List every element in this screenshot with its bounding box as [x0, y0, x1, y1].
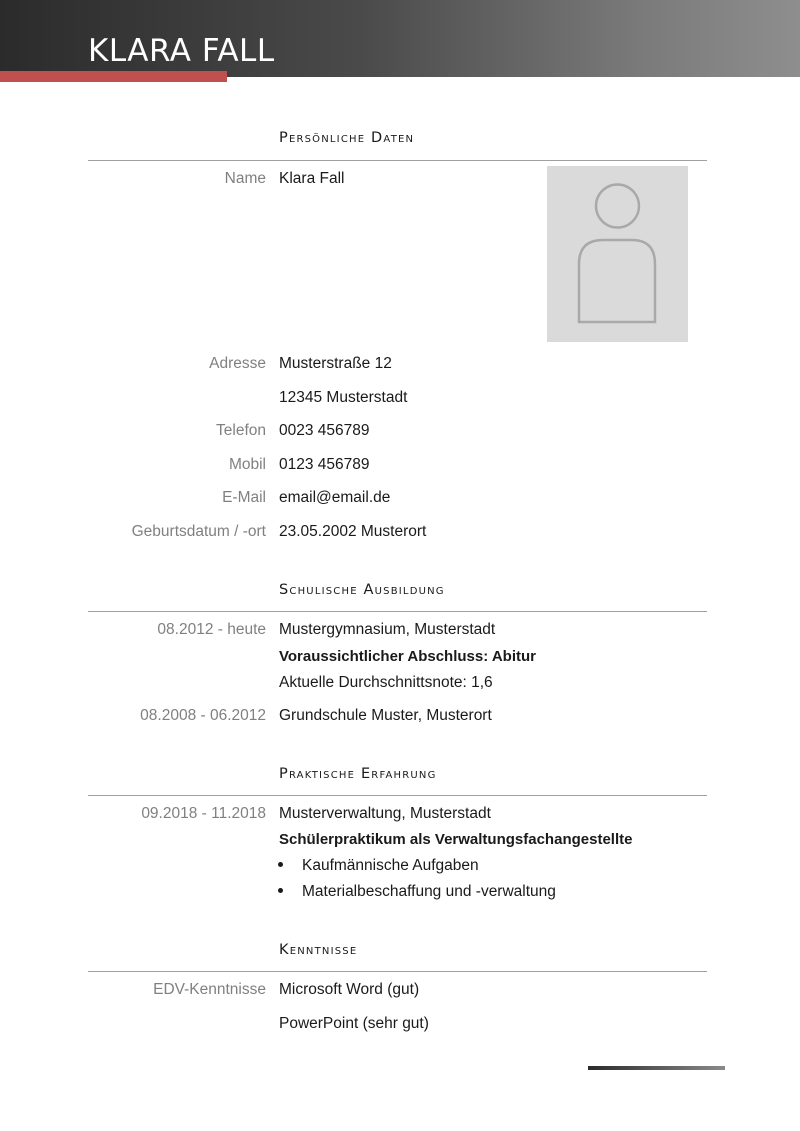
address-line-2: 12345 Musterstadt: [279, 389, 408, 406]
email-value: email@email.de: [279, 489, 391, 506]
school-grade: Aktuelle Durchschnittsnote: 1,6: [279, 674, 493, 691]
skill-item: Microsoft Word (gut): [279, 981, 420, 998]
bullet-icon: [278, 888, 283, 893]
section-title-skills: Kenntnisse: [279, 942, 358, 958]
phone-label: Telefon: [216, 422, 266, 439]
section-divider: [88, 160, 707, 161]
section-title-personal: Persönliche Daten: [279, 130, 415, 146]
person-placeholder-icon: [547, 166, 688, 342]
school-institution: Mustergymnasium, Musterstadt: [279, 621, 496, 638]
edv-label: EDV-Kenntnisse: [153, 981, 266, 998]
experience-role: Schülerpraktikum als Verwaltungsfachangestellte: [279, 831, 633, 848]
name-label: Name: [224, 170, 266, 187]
section-divider: [88, 611, 707, 612]
address-label: Adresse: [209, 355, 266, 372]
name-value: Klara Fall: [279, 170, 345, 187]
profile-photo-placeholder: [547, 166, 688, 342]
school-degree: Voraussichtlicher Abschluss: Abitur: [279, 648, 536, 665]
page-title: KLARA FALL: [88, 33, 275, 69]
experience-task: Kaufmännische Aufgaben: [302, 857, 479, 874]
section-divider: [88, 795, 707, 796]
experience-task: Materialbeschaffung und -verwaltung: [302, 883, 556, 900]
section-title-school: Schulische Ausbildung: [279, 582, 445, 598]
school-period: 08.2008 - 06.2012: [140, 707, 266, 724]
phone-value: 0023 456789: [279, 422, 370, 439]
mobile-label: Mobil: [228, 456, 266, 473]
skill-item: PowerPoint (sehr gut): [279, 1015, 429, 1032]
section-divider: [88, 971, 707, 972]
email-label: E-Mail: [222, 489, 266, 506]
accent-bar: [0, 71, 227, 82]
mobile-value: 0123 456789: [279, 456, 370, 473]
experience-company: Musterverwaltung, Musterstadt: [279, 805, 491, 822]
bullet-icon: [278, 862, 283, 867]
birth-value: 23.05.2002 Musterort: [279, 523, 427, 540]
address-line-1: Musterstraße 12: [279, 355, 392, 372]
school-period: 08.2012 - heute: [157, 621, 266, 638]
footer-bar: [588, 1066, 725, 1070]
birth-label: Geburtsdatum / -ort: [131, 523, 266, 540]
experience-period: 09.2018 - 11.2018: [141, 805, 266, 822]
school-institution: Grundschule Muster, Musterort: [279, 707, 492, 724]
section-title-experience: Praktische Erfahrung: [279, 766, 437, 782]
page-header: [0, 0, 800, 77]
